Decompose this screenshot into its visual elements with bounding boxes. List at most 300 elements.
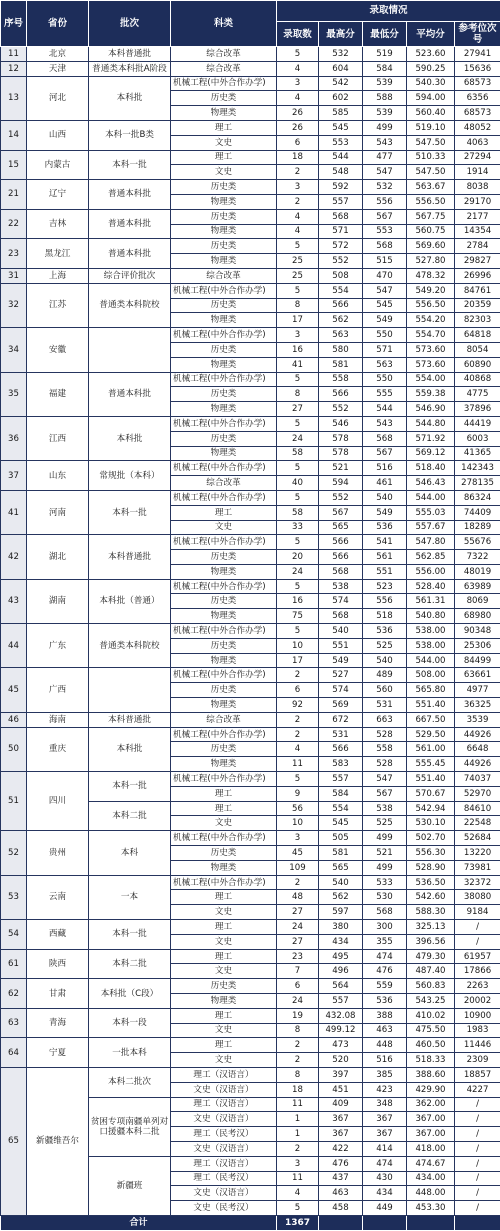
cell-avg: 479.30 <box>407 949 455 964</box>
cell-admitted: 27 <box>277 402 319 417</box>
cell-min: 550 <box>363 328 407 343</box>
cell-admitted: 109 <box>277 860 319 875</box>
cell-max: 549 <box>319 653 363 668</box>
header-subject: 科类 <box>171 1 277 47</box>
cell-batch: 综合评价批次 <box>89 268 171 283</box>
cell-max: 473 <box>319 1038 363 1053</box>
cell-admitted: 3 <box>277 76 319 91</box>
cell-max: 496 <box>319 964 363 979</box>
cell-admitted: 5 <box>277 416 319 431</box>
cell-rank: / <box>455 1141 500 1156</box>
cell-rank: 7322 <box>455 550 500 565</box>
cell-admitted: 10 <box>277 816 319 831</box>
cell-avg: 367.00 <box>407 1127 455 1142</box>
cell-avg: 554.70 <box>407 328 455 343</box>
cell-subject: 物理类 <box>171 357 277 372</box>
cell-batch: 本科批（普通） <box>89 579 171 623</box>
cell-batch: 普通本科批 <box>89 180 171 210</box>
cell-seq: 37 <box>1 461 27 491</box>
cell-avg: 448.00 <box>407 1186 455 1201</box>
table-row <box>1 624 500 639</box>
cell-rank: / <box>455 1127 500 1142</box>
cell-rank: 74409 <box>455 505 500 520</box>
cell-seq: 64 <box>1 1038 27 1068</box>
cell-province: 吉林 <box>27 209 89 239</box>
cell-max: 551 <box>319 638 363 653</box>
cell-subject: 文史（汉语言） <box>171 1082 277 1097</box>
cell-max: 545 <box>319 120 363 135</box>
cell-subject: 机械工程(中外合作办学) <box>171 624 277 639</box>
cell-subject: 物理类 <box>171 698 277 713</box>
header-rank: 参考位次号 <box>455 22 500 47</box>
cell-avg: 547.50 <box>407 165 455 180</box>
cell-max: 367 <box>319 1112 363 1127</box>
cell-rank: 27294 <box>455 150 500 165</box>
cell-max: 437 <box>319 1171 363 1186</box>
cell-rank: 44419 <box>455 416 500 431</box>
cell-subject: 物理类 <box>171 609 277 624</box>
cell-rank: 55676 <box>455 535 500 550</box>
cell-subject: 物理类 <box>171 757 277 772</box>
cell-seq: 52 <box>1 831 27 875</box>
cell-admitted: 5 <box>277 579 319 594</box>
cell-avg: 594.00 <box>407 91 455 106</box>
cell-min: 516 <box>363 1053 407 1068</box>
cell-max: 552 <box>319 402 363 417</box>
cell-min: 558 <box>363 742 407 757</box>
cell-avg: 530.10 <box>407 816 455 831</box>
cell-rank: 15636 <box>455 61 500 76</box>
cell-admitted: 26 <box>277 120 319 135</box>
cell-province: 山西 <box>27 120 89 150</box>
cell-rank: 26996 <box>455 268 500 283</box>
cell-min: 518 <box>363 609 407 624</box>
cell-subject: 理工 <box>171 1038 277 1053</box>
cell-min: 532 <box>363 180 407 195</box>
cell-max: 458 <box>319 1201 363 1216</box>
cell-min: 385 <box>363 1067 407 1082</box>
cell-avg: 508.00 <box>407 668 455 683</box>
cell-rank: 48019 <box>455 564 500 579</box>
cell-admitted: 20 <box>277 550 319 565</box>
cell-max: 545 <box>319 816 363 831</box>
cell-rank: 4775 <box>455 387 500 402</box>
cell-max: 476 <box>319 1156 363 1171</box>
cell-max: 583 <box>319 757 363 772</box>
cell-max: 540 <box>319 624 363 639</box>
cell-rank: 6356 <box>455 91 500 106</box>
cell-max: 540 <box>319 875 363 890</box>
cell-province: 四川 <box>27 772 89 831</box>
header-avg: 平均分 <box>407 22 455 47</box>
cell-rank: 18857 <box>455 1067 500 1082</box>
cell-max: 565 <box>319 860 363 875</box>
cell-min: 539 <box>363 106 407 121</box>
header-province: 省份 <box>27 1 89 47</box>
cell-min: 449 <box>363 1201 407 1216</box>
cell-admitted: 75 <box>277 609 319 624</box>
cell-admitted: 4 <box>277 742 319 757</box>
cell-rank: 4977 <box>455 683 500 698</box>
cell-seq: 61 <box>1 949 27 979</box>
table-row <box>1 180 500 195</box>
cell-avg: 474.67 <box>407 1156 455 1171</box>
table-header <box>1 1 500 47</box>
cell-admitted: 11 <box>277 1171 319 1186</box>
cell-admitted: 23 <box>277 949 319 964</box>
cell-admitted: 3 <box>277 180 319 195</box>
cell-province: 青海 <box>27 1008 89 1038</box>
cell-rank: 9184 <box>455 905 500 920</box>
cell-subject: 文史（民考汉） <box>171 1201 277 1216</box>
cell-min: 543 <box>363 135 407 150</box>
cell-rank: / <box>455 1112 500 1127</box>
cell-avg: 555.03 <box>407 505 455 520</box>
cell-seq: 15 <box>1 150 27 180</box>
cell-avg: 325.13 <box>407 920 455 935</box>
header-group: 录取情况 <box>277 1 500 22</box>
cell-admitted: 2 <box>277 165 319 180</box>
cell-min: 499 <box>363 120 407 135</box>
cell-avg: 590.25 <box>407 61 455 76</box>
cell-max: 542 <box>319 76 363 91</box>
cell-rank: 8054 <box>455 342 500 357</box>
cell-batch: 常规批（本科） <box>89 461 171 491</box>
cell-subject: 历史类 <box>171 298 277 313</box>
cell-province: 安徽 <box>27 328 89 372</box>
cell-admitted: 27 <box>277 934 319 949</box>
cell-min: 528 <box>363 757 407 772</box>
cell-min: 531 <box>363 698 407 713</box>
cell-batch: 普通类本科批A阶段 <box>89 61 171 76</box>
cell-admitted: 6 <box>277 135 319 150</box>
cell-seq: 36 <box>1 416 27 460</box>
cell-min: 545 <box>363 298 407 313</box>
cell-avg: 559.38 <box>407 387 455 402</box>
cell-province: 北京 <box>27 47 89 62</box>
table-row <box>1 328 500 343</box>
cell-rank: 86324 <box>455 490 500 505</box>
cell-avg: 544.00 <box>407 653 455 668</box>
cell-avg: 560.40 <box>407 106 455 121</box>
cell-max: 567 <box>319 505 363 520</box>
cell-admitted: 8 <box>277 1067 319 1082</box>
cell-avg: 560.83 <box>407 979 455 994</box>
cell-subject: 机械工程(中外合作办学) <box>171 283 277 298</box>
cell-subject: 机械工程(中外合作办学) <box>171 372 277 387</box>
cell-min: 536 <box>363 994 407 1009</box>
cell-admitted: 2 <box>277 1141 319 1156</box>
cell-admitted: 41 <box>277 357 319 372</box>
cell-min: 519 <box>363 47 407 62</box>
cell-avg: 554.00 <box>407 372 455 387</box>
cell-admitted: 4 <box>277 1186 319 1201</box>
cell-rank: 73981 <box>455 860 500 875</box>
cell-subject: 历史类 <box>171 91 277 106</box>
table-row <box>1 979 500 994</box>
cell-admitted: 11 <box>277 1097 319 1112</box>
cell-rank: 27941 <box>455 47 500 62</box>
cell-rank: / <box>455 1097 500 1112</box>
cell-avg: 547.80 <box>407 535 455 550</box>
cell-subject: 文史 <box>171 934 277 949</box>
cell-max: 553 <box>319 135 363 150</box>
cell-province: 陕西 <box>27 949 89 979</box>
cell-min: 515 <box>363 254 407 269</box>
cell-seq: 34 <box>1 328 27 372</box>
cell-avg: 434.00 <box>407 1171 455 1186</box>
cell-batch: 贫困专项南疆单列对口援疆本科二批 <box>89 1097 171 1156</box>
cell-max: 562 <box>319 890 363 905</box>
cell-min: 547 <box>363 165 407 180</box>
cell-avg: 502.70 <box>407 831 455 846</box>
cell-seq: 42 <box>1 535 27 579</box>
cell-province: 湖北 <box>27 535 89 579</box>
cell-max: 552 <box>319 254 363 269</box>
cell-batch: 本科一批 <box>89 772 171 802</box>
cell-max: 572 <box>319 239 363 254</box>
cell-admitted: 27 <box>277 905 319 920</box>
cell-rank: 41365 <box>455 446 500 461</box>
cell-min: 430 <box>363 1171 407 1186</box>
cell-avg: 569.12 <box>407 446 455 461</box>
cell-rank: 142343 <box>455 461 500 476</box>
cell-province: 宁夏 <box>27 1038 89 1068</box>
cell-subject: 物理类 <box>171 402 277 417</box>
cell-admitted: 48 <box>277 890 319 905</box>
cell-province: 天津 <box>27 61 89 76</box>
cell-rank: 68573 <box>455 76 500 91</box>
cell-avg: 547.50 <box>407 135 455 150</box>
cell-avg: 523.60 <box>407 47 455 62</box>
header-seq: 序号 <box>1 1 27 47</box>
cell-admitted: 25 <box>277 254 319 269</box>
cell-subject: 机械工程(中外合作办学) <box>171 461 277 476</box>
cell-seq: 46 <box>1 712 27 727</box>
cell-seq: 65 <box>1 1067 27 1215</box>
cell-subject: 历史类 <box>171 846 277 861</box>
cell-admitted: 40 <box>277 476 319 491</box>
cell-batch <box>89 668 171 712</box>
cell-max: 578 <box>319 431 363 446</box>
cell-avg: 396.56 <box>407 934 455 949</box>
cell-avg: 570.67 <box>407 786 455 801</box>
cell-avg: 538.00 <box>407 624 455 639</box>
cell-rank: 18289 <box>455 520 500 535</box>
cell-rank: 63989 <box>455 579 500 594</box>
cell-max: 584 <box>319 786 363 801</box>
cell-min: 540 <box>363 653 407 668</box>
cell-max: 380 <box>319 920 363 935</box>
cell-avg: 544.80 <box>407 416 455 431</box>
cell-max: 571 <box>319 224 363 239</box>
cell-admitted: 10 <box>277 638 319 653</box>
cell-subject: 物理类 <box>171 564 277 579</box>
cell-rank: 37896 <box>455 402 500 417</box>
cell-max: 566 <box>319 298 363 313</box>
cell-admitted: 3 <box>277 1156 319 1171</box>
cell-subject: 文史 <box>171 165 277 180</box>
cell-avg: 418.00 <box>407 1141 455 1156</box>
cell-seq: 31 <box>1 268 27 283</box>
cell-max: 672 <box>319 712 363 727</box>
cell-subject: 历史类 <box>171 550 277 565</box>
cell-admitted: 2 <box>277 727 319 742</box>
cell-rank: 278135 <box>455 476 500 491</box>
cell-avg: 565.80 <box>407 683 455 698</box>
cell-max: 527 <box>319 668 363 683</box>
cell-subject: 理工（汉语言） <box>171 1067 277 1082</box>
cell-min: 523 <box>363 579 407 594</box>
cell-min: 560 <box>363 683 407 698</box>
cell-min: 584 <box>363 61 407 76</box>
cell-subject: 理工 <box>171 801 277 816</box>
cell-min: 540 <box>363 490 407 505</box>
cell-admitted: 5 <box>277 624 319 639</box>
cell-admitted: 19 <box>277 1008 319 1023</box>
cell-subject: 理工 <box>171 505 277 520</box>
cell-avg: 546.90 <box>407 402 455 417</box>
cell-batch: 本科普通批 <box>89 712 171 727</box>
table-row <box>1 875 500 890</box>
cell-admitted: 24 <box>277 431 319 446</box>
cell-max: 574 <box>319 594 363 609</box>
cell-rank: 11446 <box>455 1038 500 1053</box>
cell-admitted: 33 <box>277 520 319 535</box>
cell-min: 414 <box>363 1141 407 1156</box>
cell-avg: 667.50 <box>407 712 455 727</box>
cell-rank: 22548 <box>455 816 500 831</box>
cell-province: 重庆 <box>27 727 89 771</box>
cell-max: 604 <box>319 61 363 76</box>
cell-admitted: 3 <box>277 328 319 343</box>
cell-max: 581 <box>319 846 363 861</box>
cell-batch: 一批本科 <box>89 1038 171 1068</box>
cell-max: 558 <box>319 372 363 387</box>
cell-max: 538 <box>319 579 363 594</box>
cell-seq: 11 <box>1 47 27 62</box>
cell-admitted: 5 <box>277 1201 319 1216</box>
cell-admitted: 7 <box>277 964 319 979</box>
cell-rank: 82303 <box>455 313 500 328</box>
cell-batch: 本科一段 <box>89 1008 171 1038</box>
cell-rank: 68980 <box>455 609 500 624</box>
cell-min: 463 <box>363 1023 407 1038</box>
cell-max: 499.12 <box>319 1023 363 1038</box>
cell-min: 474 <box>363 949 407 964</box>
cell-rank: 25306 <box>455 638 500 653</box>
cell-rank: / <box>455 934 500 949</box>
cell-min: 388 <box>363 1008 407 1023</box>
cell-rank: 8038 <box>455 180 500 195</box>
cell-admitted: 5 <box>277 772 319 787</box>
cell-max: 554 <box>319 283 363 298</box>
cell-province: 新疆维吾尔 <box>27 1067 89 1215</box>
table-row <box>1 61 500 76</box>
cell-max: 569 <box>319 698 363 713</box>
cell-admitted: 5 <box>277 372 319 387</box>
cell-min: 547 <box>363 283 407 298</box>
cell-rank: / <box>455 1186 500 1201</box>
cell-max: 495 <box>319 949 363 964</box>
cell-avg: 573.60 <box>407 357 455 372</box>
cell-province: 山东 <box>27 461 89 491</box>
cell-min: 530 <box>363 890 407 905</box>
cell-seq: 23 <box>1 239 27 269</box>
cell-avg: 475.50 <box>407 1023 455 1038</box>
cell-admitted: 6 <box>277 979 319 994</box>
cell-rank: 6648 <box>455 742 500 757</box>
cell-max: 531 <box>319 727 363 742</box>
cell-max: 451 <box>319 1082 363 1097</box>
cell-batch: 普通本科批 <box>89 209 171 239</box>
cell-avg: 556.30 <box>407 846 455 861</box>
cell-max: 554 <box>319 801 363 816</box>
cell-rank: 2263 <box>455 979 500 994</box>
cell-seq: 22 <box>1 209 27 239</box>
cell-subject: 物理类 <box>171 106 277 121</box>
cell-batch: 本科批 <box>89 727 171 771</box>
cell-rank: 36325 <box>455 698 500 713</box>
cell-rank: 29827 <box>455 254 500 269</box>
cell-avg: 453.30 <box>407 1201 455 1216</box>
cell-batch: 本科批（C段） <box>89 979 171 1009</box>
cell-subject: 物理类 <box>171 994 277 1009</box>
cell-min: 543 <box>363 416 407 431</box>
cell-admitted: 18 <box>277 1082 319 1097</box>
cell-admitted: 17 <box>277 313 319 328</box>
cell-subject: 文史 <box>171 905 277 920</box>
cell-subject: 综合改革 <box>171 476 277 491</box>
cell-min: 549 <box>363 505 407 520</box>
cell-max: 557 <box>319 772 363 787</box>
cell-province: 云南 <box>27 875 89 919</box>
cell-min: 536 <box>363 624 407 639</box>
cell-admitted: 5 <box>277 239 319 254</box>
table-row <box>1 416 500 431</box>
cell-admitted: 58 <box>277 446 319 461</box>
cell-batch: 本科 <box>89 831 171 875</box>
cell-admitted: 2 <box>277 668 319 683</box>
cell-subject: 物理类 <box>171 224 277 239</box>
cell-avg: 536.50 <box>407 875 455 890</box>
cell-seq: 63 <box>1 1008 27 1038</box>
cell-admitted: 2 <box>277 1053 319 1068</box>
cell-max: 566 <box>319 550 363 565</box>
cell-admitted: 3 <box>277 831 319 846</box>
cell-min: 300 <box>363 920 407 935</box>
cell-seq: 32 <box>1 283 27 327</box>
cell-rank: 38080 <box>455 890 500 905</box>
cell-province: 黑龙江 <box>27 239 89 269</box>
cell-subject: 机械工程(中外合作办学) <box>171 535 277 550</box>
cell-avg: 571.92 <box>407 431 455 446</box>
cell-admitted: 5 <box>277 283 319 298</box>
cell-max: 552 <box>319 490 363 505</box>
cell-seq: 44 <box>1 624 27 668</box>
cell-admitted: 6 <box>277 683 319 698</box>
cell-min: 516 <box>363 461 407 476</box>
cell-admitted: 2 <box>277 194 319 209</box>
table-row <box>1 727 500 742</box>
cell-rank: 64818 <box>455 328 500 343</box>
cell-province: 江苏 <box>27 283 89 327</box>
cell-avg: 540.30 <box>407 76 455 91</box>
cell-seq: 21 <box>1 180 27 210</box>
cell-admitted: 26 <box>277 106 319 121</box>
cell-subject: 综合改革 <box>171 268 277 283</box>
cell-rank: / <box>455 1156 500 1171</box>
